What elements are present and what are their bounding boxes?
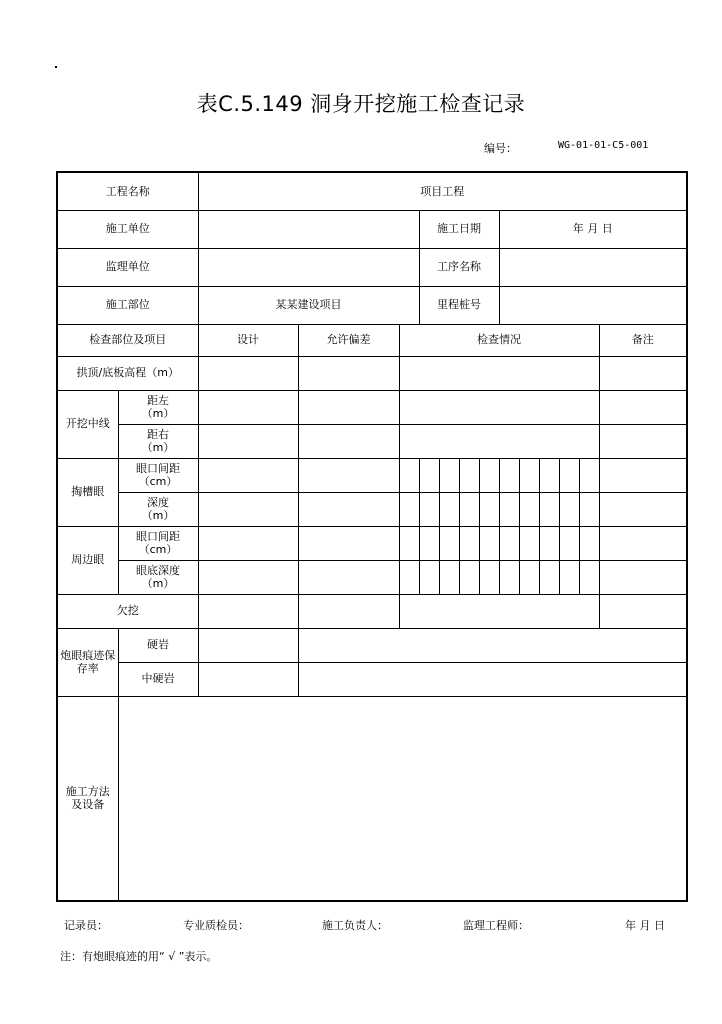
row-underbreak-label: 欠挖 — [57, 594, 198, 628]
footer-person-in-charge: 施工负责人： — [322, 919, 388, 932]
row-perimeter-hole-label: 周边眼 — [57, 526, 118, 594]
col-item: 检查部位及项目 — [57, 324, 198, 356]
process-value[interactable] — [499, 248, 687, 286]
dist-right-label: 距右 （m） — [118, 424, 198, 458]
doc-number-value: WG-01-01-C5-001 — [558, 140, 649, 151]
medium-rock-label: 中硬岩 — [118, 662, 198, 696]
chainage-value[interactable] — [499, 286, 687, 324]
supervisor-label: 监理单位 — [57, 248, 198, 286]
row-center-line-label: 开挖中线 — [57, 390, 118, 458]
hard-rock-label: 硬岩 — [118, 628, 198, 662]
contractor-value[interactable] — [198, 210, 419, 248]
chainage-label: 里程桩号 — [419, 286, 499, 324]
cut-hole-spacing-label: 眼口间距 （cm） — [118, 458, 198, 492]
footer-recorder: 记录员： — [64, 919, 108, 932]
dist-left-label: 距左 （m） — [118, 390, 198, 424]
project-name-label: 工程名称 — [57, 172, 198, 210]
supervisor-value[interactable] — [198, 248, 419, 286]
perimeter-spacing-label: 眼口间距 （cm） — [118, 526, 198, 560]
perimeter-depth-label: 眼底深度 （m） — [118, 560, 198, 594]
method-value[interactable] — [118, 696, 687, 901]
inspection-table — [56, 171, 688, 902]
location-label: 施工部位 — [57, 286, 198, 324]
row-cut-hole-label: 掏槽眼 — [57, 458, 118, 526]
location-value[interactable]: 某某建设项目 — [198, 286, 419, 324]
method-label: 施工方法及设备 — [57, 696, 118, 901]
date-label: 施工日期 — [419, 210, 499, 248]
col-design: 设计 — [198, 324, 298, 356]
col-tolerance: 允许偏差 — [298, 324, 399, 356]
footer-qc: 专业质检员： — [183, 919, 249, 932]
contractor-label: 施工单位 — [57, 210, 198, 248]
footnote: 注：有炮眼痕迹的用“ √ ”表示。 — [60, 950, 218, 963]
col-result: 检查情况 — [399, 324, 599, 356]
cut-hole-depth-label: 深度 （m） — [118, 492, 198, 526]
process-label: 工序名称 — [419, 248, 499, 286]
row-arch-elev-label: 拱顶/底板高程（m） — [57, 356, 198, 390]
doc-number-label: 编号： — [484, 142, 517, 155]
project-name-value[interactable]: 项目工程 — [198, 172, 687, 210]
row-trace-rate-label: 炮眼痕迹保存率 — [57, 628, 118, 696]
date-value[interactable]: 年 月 日 — [499, 210, 687, 248]
col-remark: 备注 — [599, 324, 687, 356]
footer-date: 年 月 日 — [625, 919, 665, 932]
page-title: 表C.5.149 洞身开挖施工检查记录 — [196, 92, 526, 116]
footer-engineer: 监理工程师： — [463, 919, 529, 932]
stray-dot — [55, 66, 57, 68]
